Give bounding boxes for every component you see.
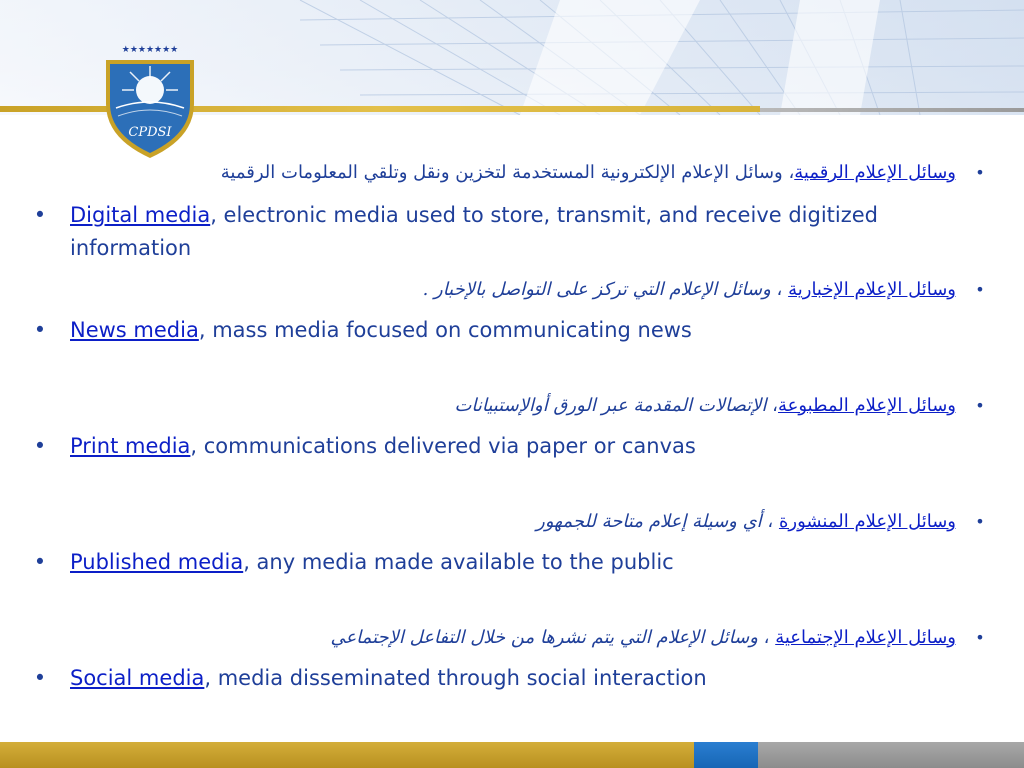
spacer bbox=[30, 579, 990, 609]
description-social-media: , media disseminated through social interaction bbox=[204, 666, 707, 690]
separator: ، bbox=[757, 627, 776, 648]
separator: ، bbox=[770, 279, 789, 300]
logo-emblem-icon bbox=[100, 42, 200, 160]
term-link-ar-print[interactable]: وسائل الإعلام المطبوعة bbox=[777, 395, 956, 416]
logo-stars: ★★★★★★★ bbox=[121, 45, 179, 55]
term-link-digital-media[interactable]: Digital media bbox=[70, 203, 211, 227]
bullet: • bbox=[975, 280, 985, 299]
description-digital-media: , electronic media used to store, transmit, and receive digitized information bbox=[70, 203, 879, 260]
separator: ، bbox=[782, 162, 795, 183]
bullet: • bbox=[33, 434, 47, 458]
separator: ، bbox=[761, 511, 779, 532]
list-item-published-media bbox=[30, 546, 990, 579]
description-ar-news: وسائل الإعلام التي تركز على التواصل بالإخبار . bbox=[422, 279, 771, 300]
bullet: • bbox=[33, 666, 47, 690]
term-link-published-media[interactable]: Published media bbox=[70, 550, 244, 574]
list-item-digital-media bbox=[30, 199, 990, 265]
list-item-ar-social bbox=[30, 621, 990, 654]
term-link-print-media[interactable]: Print media bbox=[70, 434, 191, 458]
description-ar-social: وسائل الإعلام التي يتم نشرها من خلال التفاعل الإجتماعي bbox=[330, 627, 758, 648]
spacer bbox=[30, 463, 990, 493]
list-item-ar-digital bbox=[30, 156, 990, 189]
description-news-media: , mass media focused on communicating news bbox=[198, 318, 692, 342]
description-published-media: , any media made available to the public bbox=[243, 550, 674, 574]
spacer bbox=[30, 347, 990, 377]
list-item-ar-published bbox=[30, 505, 990, 538]
description-ar-published: أي وسيلة إعلام متاحة للجمهور bbox=[536, 511, 762, 532]
list-item-social-media bbox=[30, 662, 990, 695]
footer-gray-bar bbox=[758, 742, 1024, 768]
list-item-ar-print bbox=[30, 389, 990, 422]
logo bbox=[100, 42, 200, 160]
term-link-ar-news[interactable]: وسائل الإعلام الإخبارية bbox=[788, 279, 956, 300]
term-link-ar-digital[interactable]: وسائل الإعلام الرقمية bbox=[794, 162, 956, 183]
footer-blue-bar bbox=[694, 742, 758, 768]
description-ar-print: الإتصالات المقدمة عبر الورق أوالإستبيانات bbox=[454, 395, 767, 416]
description-ar-digital: وسائل الإعلام الإلكترونية المستخدمة لتخزين ونقل وتلقي المعلومات الرقمية bbox=[220, 162, 783, 183]
bullet: • bbox=[975, 628, 985, 647]
bullet: • bbox=[33, 318, 47, 342]
header-gray-line bbox=[760, 108, 1024, 112]
logo-text: CPDSI bbox=[128, 125, 172, 140]
bullet: • bbox=[975, 512, 985, 531]
term-link-ar-social[interactable]: وسائل الإعلام الإجتماعية bbox=[775, 627, 956, 648]
bullet: • bbox=[33, 550, 47, 574]
list-item-news-media bbox=[30, 314, 990, 347]
term-link-ar-published[interactable]: وسائل الإعلام المنشورة bbox=[778, 511, 956, 532]
term-link-social-media[interactable]: Social media bbox=[70, 666, 205, 690]
list-item-ar-news bbox=[30, 273, 990, 306]
term-link-news-media[interactable]: News media bbox=[70, 318, 199, 342]
footer-gold-bar bbox=[0, 742, 694, 768]
content bbox=[30, 150, 990, 695]
bullet: • bbox=[975, 396, 985, 415]
list-item-print-media bbox=[30, 430, 990, 463]
bullet: • bbox=[975, 163, 985, 182]
separator: ، bbox=[766, 395, 778, 416]
bullet: • bbox=[33, 203, 47, 227]
description-print-media: , communications delivered via paper or canvas bbox=[190, 434, 696, 458]
